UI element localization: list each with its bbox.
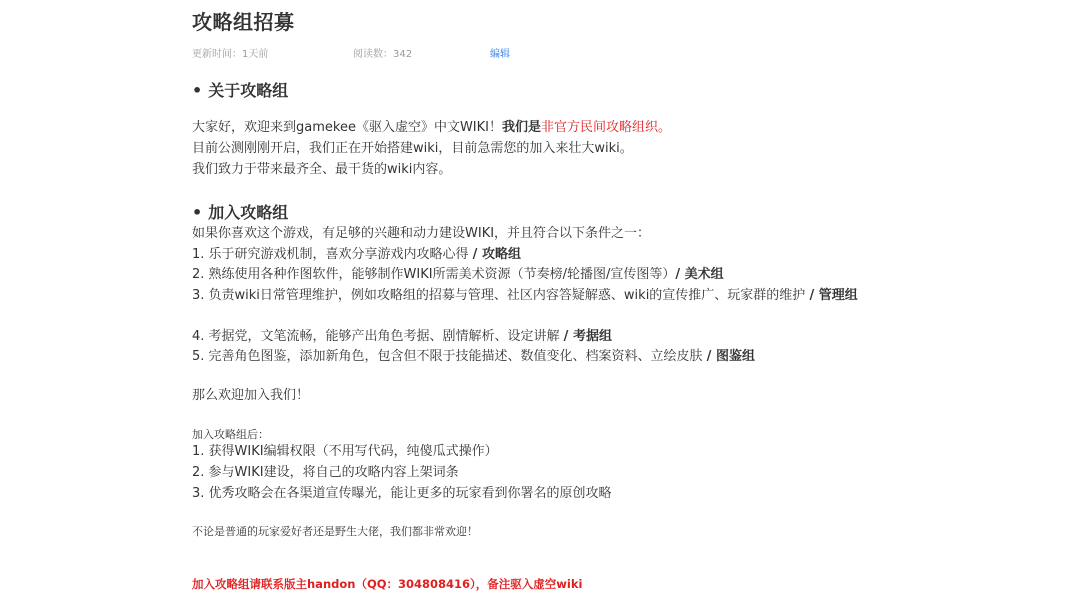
bullet-icon: • [192, 81, 203, 100]
condition-text: 5. 完善角色图鉴，添加新角色，包含但不限于技能描述、数值变化、档案资料、立绘皮肤 [192, 349, 707, 364]
condition-item [192, 265, 724, 285]
heading-text: 加入攻略组 [208, 203, 289, 222]
condition-item [192, 245, 521, 265]
about-paragraph-1 [192, 118, 671, 138]
heading-text: 关于攻略组 [208, 81, 289, 100]
contact-info: 加入攻略组请联系版主handon（QQ：304808416），备注驱入虚空wiki [192, 577, 583, 591]
benefit-item: 1. 获得WIKI编辑权限（不用写代码，纯傻瓜式操作） [192, 444, 498, 459]
condition-group: / 考据组 [563, 329, 612, 344]
condition-group: / 管理组 [809, 288, 858, 303]
condition-text: 2. 熟练使用各种作图软件，能够制作WIKI所需美术资源（节奏榜/轮播图/宣传图等） [192, 267, 676, 282]
condition-item [192, 327, 612, 347]
updated-time: 更新时间：1天前 [192, 49, 269, 60]
edit-link[interactable]: 编辑 [490, 49, 510, 60]
welcome-text: 那么欢迎加入我们！ [192, 388, 310, 403]
closing-text: 不论是普通的玩家爱好者还是野生大佬，我们都非常欢迎！ [192, 525, 478, 538]
section-heading-about [192, 78, 288, 101]
about-paragraph-2: 目前公测刚刚开启，我们正在开始搭建wiki，目前急需您的加入来壮大wiki。 [192, 141, 633, 156]
condition-item [192, 286, 882, 306]
condition-text: 1. 乐于研究游戏机制，喜欢分享游戏内攻略心得 [192, 247, 473, 262]
about-bold-text: 我们是 [502, 120, 542, 135]
condition-item [192, 347, 755, 367]
condition-group: / 图鉴组 [706, 349, 755, 364]
condition-group: / 攻略组 [472, 247, 521, 262]
benefit-item: 3. 优秀攻略会在各渠道宣传曝光，能让更多的玩家看到你署名的原创攻略 [192, 486, 612, 501]
condition-group: / 美术组 [675, 267, 724, 282]
about-red-text: 非官方民间攻略组织。 [541, 120, 672, 135]
page-title: 攻略组招募 [192, 10, 295, 34]
benefit-item: 2. 参与WIKI建设，将自己的攻略内容上架词条 [192, 465, 459, 480]
condition-text: 3. 负责wiki日常管理维护，例如攻略组的招募与管理、社区内容答疑解惑、wiki的宣传推广、玩家群的维护 [192, 288, 810, 303]
section-heading-join [192, 200, 288, 223]
condition-text: 4. 考据党，文笔流畅，能够产出角色考据、剧情解析、设定讲解 [192, 329, 564, 344]
about-text: 大家好，欢迎来到gamekee《驱入虚空》中文WIKI！ [192, 120, 502, 135]
benefits-title: 加入攻略组后： [192, 428, 269, 441]
about-paragraph-3: 我们致力于带来最齐全、最干货的wiki内容。 [192, 162, 452, 177]
read-count: 阅读数：342 [353, 49, 413, 60]
bullet-icon: • [192, 203, 203, 222]
join-intro: 如果你喜欢这个游戏，有足够的兴趣和动力建设WIKI，并且符合以下条件之一： [192, 226, 651, 241]
